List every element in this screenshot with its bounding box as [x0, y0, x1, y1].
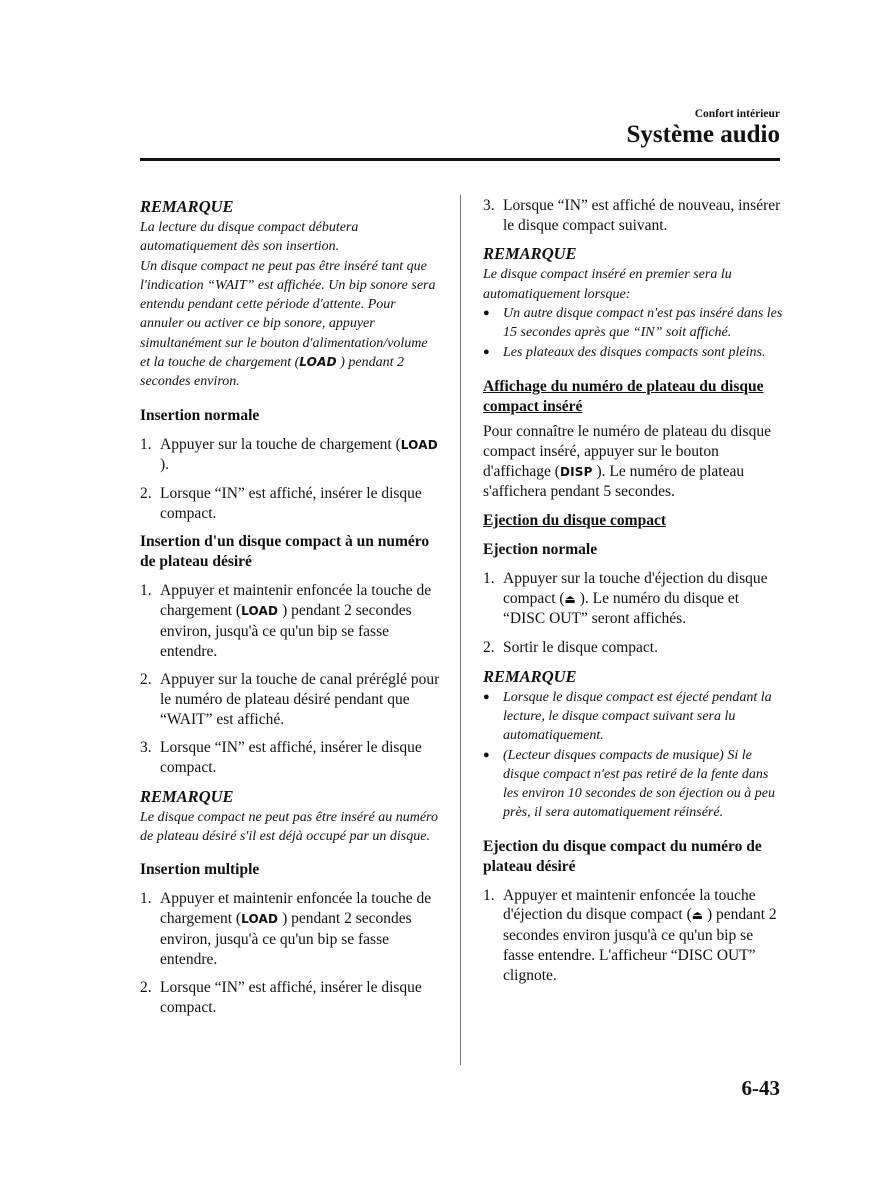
section-heading: Ejection du disque compact	[483, 511, 666, 529]
left-column	[140, 196, 440, 1018]
eject-icon: ⏏	[564, 591, 576, 606]
disp-button-symbol: DISP	[559, 464, 593, 479]
step-item: 2. Sortir le disque compact.	[483, 639, 658, 656]
section-heading: Affichage du numéro de plateau du disque compact inséré	[483, 377, 764, 415]
load-button-symbol: LOAD	[241, 604, 279, 619]
section-heading: Ejection normale	[483, 540, 598, 558]
header-rule	[140, 158, 780, 161]
step-item: 1. Appuyer et maintenir enfoncée la touche d'éjection du disque compact (⏏ ) pendant 2 secondes environ jusqu'à ce qu'un bip se fasse entendre. L'afficheur “DISC OUT” clignote.	[483, 886, 777, 984]
page-number: 6-43	[741, 1076, 780, 1100]
step-item: 1. Appuyer et maintenir enfoncée la touche de chargement (LOAD ) pendant 2 secondes environ, jusqu'à ce qu'un bip se fasse entendre.	[140, 582, 432, 660]
note-bullet: ● Lorsque le disque compact est éjecté pendant la lecture, le disque compact suivant sera lu automatiquement.	[483, 689, 772, 744]
header-section: Confort intérieur	[694, 108, 780, 120]
column-divider	[460, 195, 461, 1065]
step-item: 1. Appuyer sur la touche de chargement (LOAD ).	[140, 435, 438, 474]
step-item: 3. Lorsque “IN” est affiché de nouveau, insérer le disque compact suivant.	[483, 197, 781, 234]
section-heading: Insertion d'un disque compact à un numéro de plateau désiré	[140, 533, 430, 571]
eject-icon: ⏏	[691, 908, 704, 923]
section-heading: Ejection du disque compact du numéro de plateau désiré	[483, 837, 762, 875]
note-text: Le disque compact ne peut pas être inséré au numéro de plateau désiré s'il est déjà occupé par un disque.	[140, 809, 438, 845]
note-text: Un disque compact ne peut pas être inséré tant que l'indication “WAIT” est affichée. Un bip sonore sera entendu pendant cette période d'attente. Pour annuler ou activer ce bip sonore, appuyer simultanément sur le bouton d'alimentation/volume et la touche de chargement (LOAD ) pendant 2 secondes environ.	[140, 258, 436, 390]
step-item: 1. Appuyer et maintenir enfoncée la touche de chargement (LOAD ) pendant 2 secondes environ, jusqu'à ce qu'un bip se fasse entendre.	[140, 890, 432, 968]
note-heading: REMARQUE	[483, 666, 577, 686]
note-heading: REMARQUE	[140, 786, 234, 806]
note-block-2	[140, 786, 440, 847]
note-text: Le disque compact inséré en premier sera lu automatiquement lorsque:	[483, 267, 732, 302]
step-item: 2. Appuyer sur la touche de canal préréglé pour le numéro de plateau désiré pendant que “WAIT” est affiché.	[140, 671, 440, 728]
section-heading: Insertion multiple	[140, 861, 260, 879]
note-bullet: ● Un autre disque compact n'est pas inséré dans les 15 secondes après que “IN” soit affiché.	[483, 306, 783, 341]
section-heading: Insertion normale	[140, 406, 260, 424]
step-item: 2. Lorsque “IN” est affiché, insérer le disque compact.	[140, 979, 422, 1016]
paragraph: Pour connaître le numéro de plateau du disque compact inséré, appuyer sur le bouton d'affichage (DISP ). Le numéro de plateau s'affichera pendant 5 secondes.	[483, 422, 771, 500]
step-item: 3. Lorsque “IN” est affiché, insérer le disque compact.	[140, 739, 422, 777]
note-block-3	[483, 243, 783, 361]
page-title: Système audio	[626, 121, 780, 148]
note-text: La lecture du disque compact débutera automatiquement dès son insertion.	[140, 220, 359, 255]
note-heading: REMARQUE	[140, 197, 234, 216]
step-item: 1. Appuyer sur la touche d'éjection du disque compact (⏏ ). Le numéro du disque et “DISC OUT” seront affichés.	[483, 569, 768, 628]
load-button-symbol: LOAD	[400, 437, 438, 452]
right-column	[483, 196, 783, 985]
note-bullet: ● Les plateaux des disques compacts sont pleins.	[483, 344, 766, 360]
note-block-4	[483, 666, 783, 823]
note-block-1	[140, 196, 440, 392]
note-bullet: ● (Lecteur disques compacts de musique) Si le disque compact n'est pas retiré de la fente dans les environ 10 secondes de son éjection ou à peu près, il sera automatiquement réinséré.	[483, 747, 776, 821]
note-heading: REMARQUE	[483, 244, 577, 264]
load-button-symbol: LOAD	[241, 912, 279, 927]
load-button-symbol: LOAD	[299, 355, 337, 370]
step-item: 2. Lorsque “IN” est affiché, insérer le disque compact.	[140, 485, 422, 522]
